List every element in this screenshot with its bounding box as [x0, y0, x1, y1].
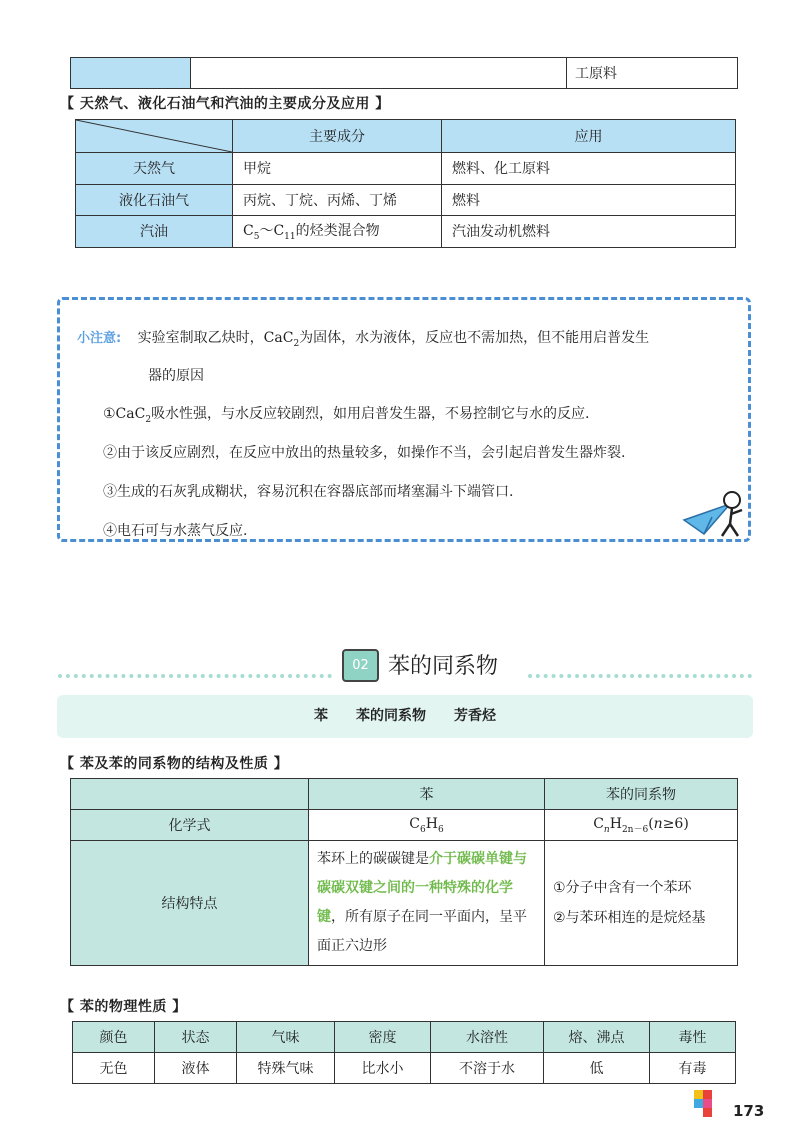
formula-part: ≥6) — [662, 815, 689, 832]
tip-text: 为固体，水为液体，反应也不需加热，但不能用启普发生 — [299, 330, 650, 346]
gas-row-component: 甲烷 — [233, 153, 442, 185]
phys-value: 特殊气味 — [237, 1053, 335, 1084]
gas-row-use: 汽油发动机燃料 — [442, 216, 736, 248]
section-divider-left — [58, 674, 332, 678]
top-partial-table — [70, 57, 738, 89]
phys-section-heading: 【 苯的物理性质 】 — [60, 999, 187, 1015]
table-row — [71, 810, 738, 841]
phys-value: 有毒 — [650, 1053, 736, 1084]
phys-header: 毒性 — [650, 1022, 736, 1053]
table-header-row — [73, 1022, 736, 1053]
homolog-structure — [545, 841, 738, 966]
formula-sub: n — [603, 824, 610, 835]
benz-header-homolog: 苯的同系物 — [545, 779, 738, 810]
gas-row-use: 燃料 — [442, 184, 736, 216]
benzene-formula — [309, 810, 545, 841]
structure-text: ，所有原子在同一平面内，呈平面正六边形 — [317, 909, 527, 954]
benzene-structure — [309, 841, 545, 966]
tip-line-2: 器的原因 — [148, 368, 204, 384]
phys-value: 比水小 — [335, 1053, 431, 1084]
formula-part: ( — [648, 815, 654, 832]
mascot-plane-icon — [682, 490, 748, 540]
phys-table — [72, 1021, 736, 1084]
gas-header-component: 主要成分 — [233, 120, 442, 153]
formula-part: n — [653, 815, 663, 832]
phys-header: 颜色 — [73, 1022, 155, 1053]
gas-row-name: 天然气 — [76, 153, 233, 185]
formula-sub: 11 — [284, 232, 296, 243]
tip-item-sub: 2 — [145, 414, 152, 425]
table-row — [71, 841, 738, 966]
gas-table-corner-cell — [76, 120, 233, 153]
section-number-badge: 02 — [342, 649, 379, 682]
tip-item — [103, 403, 590, 425]
tip-item-text: ①CaC — [103, 406, 146, 422]
gas-row-component — [233, 216, 442, 248]
tip-item: ③生成的石灰乳成糊状，容易沉积在容器底部而堵塞漏斗下端管口. — [103, 484, 514, 500]
structure-label: 结构特点 — [71, 841, 309, 966]
top-table-blue-cell — [71, 58, 191, 89]
section-divider-right — [528, 674, 752, 678]
phys-value: 低 — [544, 1053, 650, 1084]
benz-header-benzene: 苯 — [309, 779, 545, 810]
formula-part: C — [243, 223, 254, 240]
formula-sub: 6 — [420, 824, 426, 835]
phys-value: 不溶于水 — [431, 1053, 544, 1084]
phys-value: 液体 — [155, 1053, 237, 1084]
phys-header: 气味 — [237, 1022, 335, 1053]
tip-line-1 — [77, 327, 649, 349]
formula-part: ～C — [259, 223, 285, 240]
gas-row-use: 燃料、化工原料 — [442, 153, 736, 185]
formula-part: C — [409, 815, 421, 832]
benz-table — [70, 778, 738, 966]
formula-part: H — [425, 815, 438, 832]
gas-row-component: 丙烷、丁烷、丙烯、丁烯 — [233, 184, 442, 216]
publisher-logo-icon — [690, 1088, 720, 1122]
table-row — [76, 216, 736, 248]
formula-sub: 5 — [253, 232, 260, 243]
table-row — [76, 184, 736, 216]
top-table-text-cell: 工原料 — [567, 58, 738, 89]
tip-title: 小注意: — [77, 331, 122, 346]
tip-sub: 2 — [293, 338, 300, 349]
gas-table — [75, 119, 736, 248]
formula-part: C — [593, 815, 604, 832]
gas-row-name: 汽油 — [76, 216, 233, 248]
tip-item: ②由于该反应剧烈，在反应中放出的热量较多，如操作不当，会引起启普发生器炸裂. — [103, 445, 626, 461]
structure-highlight: 介于碳碳单键与碳碳双键之间的一种特殊的化学键 — [317, 851, 527, 925]
benz-section-heading: 【 苯及苯的同系物的结构及性质 】 — [60, 756, 289, 772]
tip-text: 实验室制取乙炔时，CaC — [137, 330, 294, 346]
formula-label: 化学式 — [71, 810, 309, 841]
homolog-structure-item: ①分子中含有一个苯环 — [553, 880, 692, 896]
sub-banner: 苯 苯的同系物 芳香烃 — [57, 695, 753, 738]
phys-header: 状态 — [155, 1022, 237, 1053]
homolog-formula — [545, 810, 738, 841]
phys-header: 密度 — [335, 1022, 431, 1053]
phys-header: 水溶性 — [431, 1022, 544, 1053]
table-row — [76, 153, 736, 185]
gas-row-name: 液化石油气 — [76, 184, 233, 216]
benz-table-corner — [71, 779, 309, 810]
formula-sub: 2n－6 — [621, 824, 649, 835]
top-table-empty-cell — [191, 58, 567, 89]
table-row — [73, 1053, 736, 1084]
phys-value: 无色 — [73, 1053, 155, 1084]
diagonal-line-icon — [76, 120, 232, 152]
homolog-structure-item: ②与苯环相连的是烷烃基 — [553, 910, 706, 926]
tip-item-text: 吸水性强，与水反应较剧烈，如用启普发生器，不易控制它与水的反应. — [151, 406, 590, 422]
page-number: 173 — [733, 1102, 765, 1120]
formula-part: 的烃类混合物 — [295, 223, 380, 240]
formula-sub: 6 — [437, 824, 444, 835]
gas-section-heading: 【 天然气、液化石油气和汽油的主要成分及应用 】 — [60, 96, 390, 112]
tip-box — [57, 297, 751, 542]
phys-header: 熔、沸点 — [544, 1022, 650, 1053]
formula-part: H — [609, 815, 622, 832]
tip-item: ④电石可与水蒸气反应. — [103, 523, 248, 539]
section-title: 苯的同系物 — [388, 654, 499, 679]
structure-text: 苯环上的碳碳键是 — [317, 851, 429, 867]
gas-header-use: 应用 — [442, 120, 736, 153]
